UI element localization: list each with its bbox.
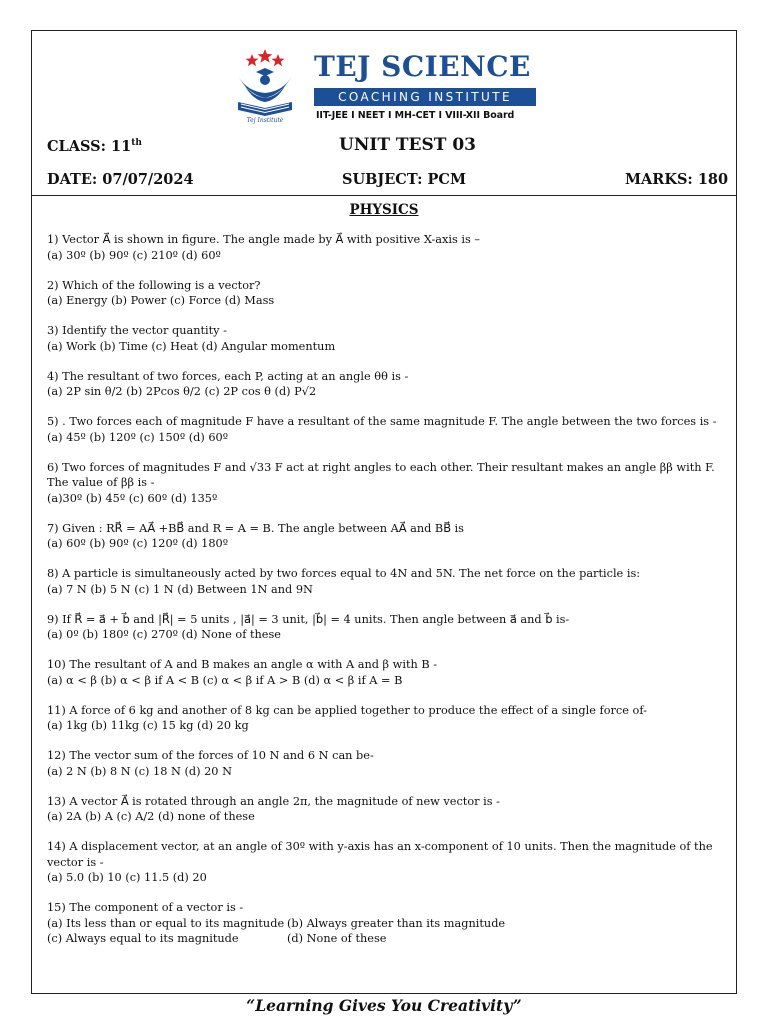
- question-options: (a) 5.0 (b) 10 (c) 11.5 (d) 20: [47, 871, 207, 884]
- question-options: (a)30º (b) 45º (c) 60º (d) 135º: [47, 491, 218, 505]
- question-5: [47, 414, 727, 445]
- brand-tagline: IIT-JEE I NEET I MH-CET I VIII-XII Board: [316, 110, 515, 121]
- question-text: 10) The resultant of A and B makes an angle α with A and β with B -: [47, 658, 438, 671]
- stars-icon: [246, 49, 285, 66]
- question-7: [47, 521, 727, 552]
- question-8: [47, 566, 727, 597]
- question-3: [47, 323, 727, 354]
- marks-label: MARKS: 180: [625, 171, 729, 188]
- question-options: (a) 2A (b) A (c) A/2 (d) none of these: [47, 810, 255, 823]
- question-15: [47, 900, 727, 947]
- question-text: 11) A force of 6 kg and another of 8 kg can be applied together to produce the effect of a single force of-: [47, 703, 647, 717]
- class-superscript: th: [131, 138, 142, 149]
- question-6: [47, 460, 727, 507]
- question-options: (a) 0º (b) 180º (c) 270º (d) None of these: [47, 628, 281, 641]
- class-text: CLASS: 11: [47, 138, 132, 155]
- question-options: (a) α < β (b) α < β if A < B (c) α < β if A > B (d) α < β if A = B: [47, 673, 403, 687]
- question-text: 3) Identify the vector quantity -: [47, 324, 227, 337]
- option-d: (d) None of these: [287, 932, 387, 945]
- question-options: (a) Work (b) Time (c) Heat (d) Angular momentum: [47, 339, 336, 353]
- question-text: 15) The component of a vector is -: [47, 901, 244, 914]
- question-text: 12) The vector sum of the forces of 10 N and 6 N can be-: [47, 749, 374, 762]
- question-text: 5) . Two forces each of magnitude F have a resultant of the same magnitude F. The angle between the two forces is -: [47, 415, 717, 428]
- question-options: (a) 7 N (b) 5 N (c) 1 N (d) Between 1N and 9N: [47, 582, 313, 596]
- question-options: (a) 2 N (b) 8 N (c) 18 N (d) 20 N: [47, 764, 232, 778]
- question-12: [47, 748, 727, 779]
- question-options: (a) Energy (b) Power (c) Force (d) Mass: [47, 294, 275, 307]
- question-options: (a) 2P sin θ/2 (b) 2Pcos θ/2 (c) 2P cos θ (d) P√2: [47, 385, 317, 398]
- institute-logo: [230, 46, 300, 124]
- question-text: 9) If R⃗ = a⃗ + b⃗ and |R⃗| = 5 units , |a⃗| = 3 unit, |b⃗| = 4 units. Then angle between a⃗ and b⃗ is-: [47, 612, 570, 626]
- question-options: (a) 30º (b) 90º (c) 210º (d) 60º: [47, 248, 221, 262]
- question-text: 14) A displacement vector, at an angle of 30º with y-axis has an x-component of 10 units. Then the magnitude of the vector is -: [47, 840, 713, 869]
- class-label: [47, 138, 142, 155]
- question-options: (a) 60º (b) 90º (c) 120º (d) 180º: [47, 537, 229, 550]
- brand-name: TEJ SCIENCE: [314, 50, 531, 83]
- option-b: (b) Always greater than its magnitude: [287, 916, 506, 930]
- question-11: [47, 703, 727, 734]
- question-14: [47, 839, 727, 886]
- question-text: 2) Which of the following is a vector?: [47, 278, 261, 292]
- open-book-icon: [238, 102, 292, 116]
- question-13: [47, 794, 727, 825]
- logo-caption: Tej Institute: [246, 117, 284, 124]
- question-2: [47, 278, 727, 309]
- section-title: PHYSICS: [349, 202, 419, 218]
- question-text: 7) Given : RR⃗ = AA⃗ +BB⃗ and R = A = B. The angle between AA⃗ and BB⃗ is: [47, 521, 464, 535]
- question-list: [47, 232, 727, 961]
- question-text: 13) A vector A⃗ is rotated through an angle 2π, the magnitude of new vector is -: [47, 794, 500, 808]
- test-title: UNIT TEST 03: [339, 135, 476, 155]
- graduate-icon: [238, 68, 292, 102]
- footer-motto: “Learning Gives You Creativity”: [246, 996, 522, 1015]
- question-text: 4) The resultant of two forces, each P, acting at an angle θθ is -: [47, 369, 409, 383]
- question-options: (a) 45º (b) 120º (c) 150º (d) 60º: [47, 430, 229, 444]
- question-9: [47, 612, 727, 643]
- option-c: (c) Always equal to its magnitude: [47, 932, 239, 945]
- question-1: [47, 232, 727, 263]
- question-10: [47, 657, 727, 688]
- question-text: 8) A particle is simultaneously acted by two forces equal to 4N and 5N. The net force on the particle is:: [47, 567, 641, 580]
- subject-label: SUBJECT: PCM: [342, 171, 466, 188]
- question-options: (a) 1kg (b) 11kg (c) 15 kg (d) 20 kg: [47, 719, 249, 732]
- question-4: [47, 369, 727, 400]
- option-a: (a) Its less than or equal to its magnitude: [47, 916, 285, 930]
- header-divider: [31, 195, 737, 196]
- question-text: 1) Vector A⃗ is shown in figure. The angle made by A⃗ with positive X-axis is –: [47, 233, 481, 246]
- question-text: 6) Two forces of magnitudes F and √33 F act at right angles to each other. Their resultant makes an angle ββ with F. The value of ββ is -: [47, 460, 715, 489]
- brand-subtitle: COACHING INSTITUTE: [314, 88, 536, 106]
- date-label: DATE: 07/07/2024: [47, 171, 194, 188]
